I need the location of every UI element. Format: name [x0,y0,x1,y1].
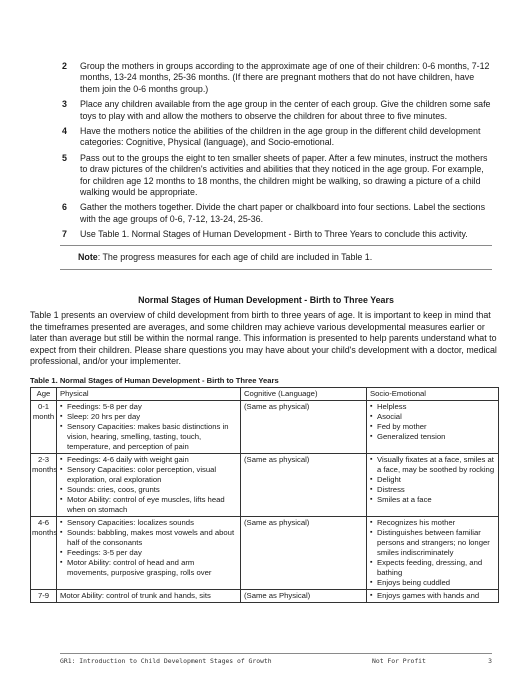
table-header-row [31,388,499,401]
page-number: 3 [488,657,492,665]
cognitive-cell: (Same as physical) [241,517,367,590]
page-footer [60,653,492,665]
step-item [60,202,492,225]
list-item: ▪ Feedings: 4-6 daily with weight gain [60,455,237,465]
list-item: ▪ Motor Ability: control of eye muscles, lifts head when on stomach [60,495,237,515]
development-table [30,387,499,603]
note-box [60,246,492,269]
socio-cell [367,517,499,590]
cognitive-cell: (Same as physical) [241,454,367,517]
socio-cell [367,454,499,517]
list-item: ▪ Delight [370,475,495,485]
instruction-steps [60,61,492,270]
step-number: 4 [62,126,67,137]
list-item: ▪ Visually fixates at a face, smiles at a face, may be soothed by rocking [370,455,495,475]
section-heading: Normal Stages of Human Development - Birth to Three Years [138,295,394,305]
list-item: ▪ Sensory Capacities: color perception, visual exploration, oral exploration [60,465,237,485]
list-item: ▪ Distinguishes between familiar persons and strangers; no longer smiles indiscriminately [370,528,495,558]
physical-cell: Motor Ability: control of trunk and hands, sits [57,590,241,603]
step-item [60,99,492,122]
cognitive-cell: (Same as physical) [241,401,367,454]
intro-paragraph: Table 1 presents an overview of child development from birth to three years of age. It is important to keep in mind that the timeframes presented are averages, and some children may achieve various developmental measures earlier or later than average but still be within the normal range. This information is presented to help parents understand what to expect from their children. Please share questions you may have about your child's development with a doctor, medical professional, and/or your implementer. [30,310,497,366]
step-number: 6 [62,202,67,213]
list-item: ▪ Expects feeding, dressing, and bathing [370,558,495,578]
table-row [31,517,499,590]
list-item: ▪ Enjoys being cuddled [370,578,495,588]
age-cell: 4-6 months [31,517,57,590]
note-text: : The progress measures for each age of child are included in Table 1. [97,251,373,262]
list-item: ▪ Recognizes his mother [370,518,495,528]
list-item: ▪ Sensory Capacities: makes basic distinctions in vision, hearing, smelling, tasting, touch, temperature, and perception of pain [60,422,237,452]
list-item: ▪ Sensory Capacities: localizes sounds [60,518,237,528]
list-item: ▪ Asocial [370,412,495,422]
table-row [31,454,499,517]
list-item: ▪ Sounds: cries, coos, grunts [60,485,237,495]
note-label: Note [78,251,98,262]
physical-cell [57,454,241,517]
list-item: ▪ Sounds: babbling, makes most vowels and about half of the consonants [60,528,237,548]
age-cell: 0-1 month [31,401,57,454]
step-item [60,153,492,199]
step-item [60,126,492,149]
list-item: ▪ Helpless [370,402,495,412]
socio-cell [367,590,499,603]
step-text: Have the mothers notice the abilities of the children in the age group in the different child development categories: Cognitive, Physical (language), and Socio-emotional. [80,126,481,148]
cognitive-cell: (Same as Physical) [241,590,367,603]
list-item: ▪ Enjoys games with hands and [370,591,495,601]
header-socio-emotional: Socio-Emotional [367,388,499,401]
divider [60,269,492,270]
list-item: ▪ Motor Ability: control of head and arm movements, purposive grasping, rolls over [60,558,237,578]
table-caption: Table 1. Normal Stages of Human Development - Birth to Three Years [30,376,279,385]
step-text: Gather the mothers together. Divide the chart paper or chalkboard into four sections. Label the sections with the age groups of 0-6, 7-12, 13-24, 25-36. [80,202,486,224]
socio-cell [367,401,499,454]
footer-label: Not For Profit [372,657,426,665]
step-item [60,229,492,240]
step-item [60,61,492,95]
footer-title: GR1: Introduction to Child Development Stages of Growth [60,657,272,665]
physical-cell [57,517,241,590]
list-item: ▪ Generalized tension [370,432,495,442]
step-text: Use Table 1. Normal Stages of Human Development - Birth to Three Years to conclude this activity. [80,229,468,240]
step-number: 2 [62,61,67,71]
step-number: 7 [62,229,67,240]
list-item: ▪ Feedings: 5-8 per day [60,402,237,412]
step-number: 3 [62,99,67,110]
age-cell: 7-9 [31,590,57,603]
step-text: Pass out to the groups the eight to ten smaller sheets of paper. After a few minutes, instruct the mothers to draw pictures of the children's activities and abilities that they noticed in the age group. For example, for children age 12 months to 18 months, the children might be walking, so drawing a picture of a child walking would be appropriate. [80,152,488,198]
step-number: 5 [62,152,67,163]
physical-cell [57,401,241,454]
list-item: ▪ Distress [370,485,495,495]
step-text: Group the mothers in groups according to the approximate age of one of their children: 0-6 months, 7-12 months, 13-24 months, 25-36 months. (If there are pregnant mothers that do not have children, have them join the 0-6 months group.) [80,61,490,94]
list-item: ▪ Sleep: 20 hrs per day [60,412,237,422]
header-physical: Physical [57,388,241,401]
header-cognitive: Cognitive (Language) [241,388,367,401]
list-item: ▪ Smiles at a face [370,495,495,505]
table-row [31,401,499,454]
list-item: ▪ Feedings: 3-5 per day [60,548,237,558]
step-text: Place any children available from the age group in the center of each group. Give the children some safe toys to play with and allow the mothers to observe the children for about three to five minutes. [80,99,491,121]
age-cell: 2-3 months [31,454,57,517]
table-row [31,590,499,603]
list-item: ▪ Fed by mother [370,422,495,432]
header-age: Age [31,388,57,401]
